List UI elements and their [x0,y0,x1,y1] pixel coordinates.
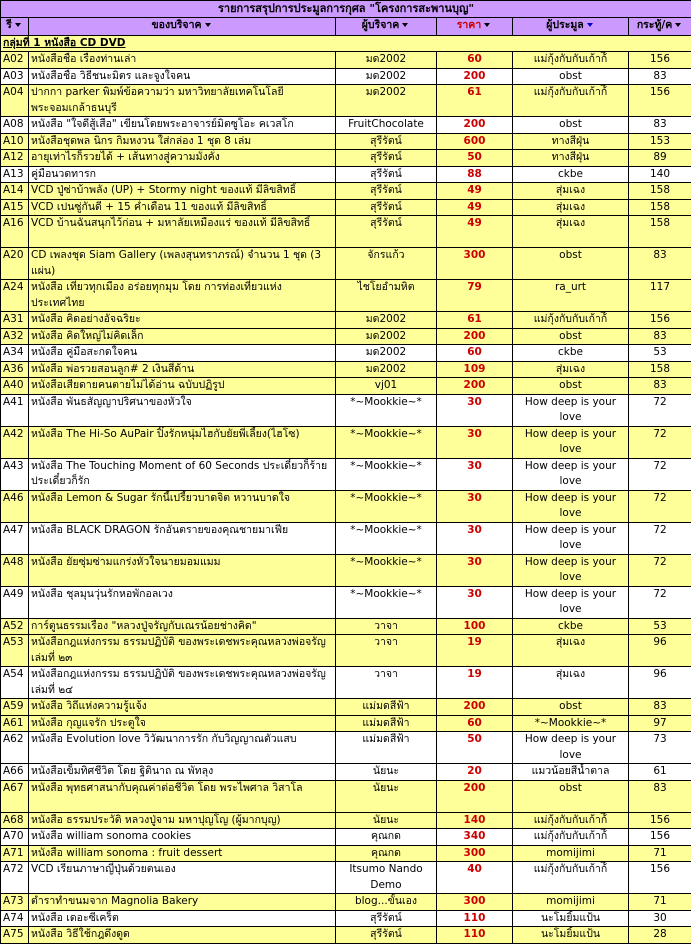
cell-id[interactable]: A74 [1,910,29,927]
cell-votes[interactable]: 83 [629,780,691,812]
cell-item[interactable]: คู่มือนวดทารก [29,166,336,183]
cell-id[interactable]: A73 [1,894,29,911]
cell-donor[interactable]: นัยนะ [336,812,437,829]
cell-item[interactable]: VCD เปนซู่กันดี + 15 ค่ำเดือน 11 ของแท้ มีลิขสิทธิ์ [29,199,336,216]
cell-price[interactable]: 79 [437,280,513,312]
col-header-votes-label: กระทู้/ค [637,19,672,31]
cell-price[interactable]: 49 [437,199,513,216]
cell-votes[interactable]: 71 [629,894,691,911]
header-row [1,17,691,35]
table-row[interactable] [1,699,691,716]
cell-donor[interactable]: FruitChocolate [336,117,437,134]
title-row [1,1,691,18]
cell-id[interactable]: A40 [1,378,29,395]
cell-id[interactable]: A72 [1,862,29,894]
cell-price[interactable]: 110 [437,910,513,927]
cell-price[interactable]: 200 [437,378,513,395]
table-row[interactable] [1,927,691,944]
cell-id[interactable]: A75 [1,927,29,944]
cell-donor[interactable]: *~Mookkie~* [336,522,437,554]
cell-item[interactable]: หนังสือ "ใจดีสู้เสือ" เขียนโดยพระอาจารย์มิตซูโอะ คเวสโก [29,117,336,134]
cell-price[interactable]: 50 [437,150,513,167]
cell-id[interactable]: A12 [1,150,29,167]
cell-donor[interactable]: คุณกด [336,845,437,862]
table-row[interactable] [1,150,691,167]
cell-item[interactable]: อายุเท่าไรก็รวยได้ + เส้นทางสู่ความมั่งคั่ง [29,150,336,167]
cell-donor[interactable]: มด2002 [336,312,437,329]
cell-votes[interactable]: 72 [629,458,691,490]
cell-id[interactable]: A68 [1,812,29,829]
cell-donor[interactable]: สุรีรัตน์ [336,910,437,927]
cell-bidder[interactable]: momijimi [513,845,629,862]
table-row[interactable] [1,635,691,667]
cell-item[interactable]: หนังสือ ชุลมุนวุ่นรักหอพักอลเวง [29,586,336,618]
table-row[interactable] [1,345,691,362]
cell-votes[interactable]: 158 [629,216,691,248]
cell-votes[interactable]: 156 [629,862,691,894]
cell-price[interactable]: 30 [437,426,513,458]
table-row[interactable] [1,216,691,248]
table-row[interactable] [1,586,691,618]
cell-id[interactable]: A13 [1,166,29,183]
table-row[interactable] [1,829,691,846]
cell-bidder[interactable]: How deep is your love [513,458,629,490]
table-row[interactable] [1,554,691,586]
cell-price[interactable]: 200 [437,117,513,134]
table-row[interactable] [1,845,691,862]
col-header-donor[interactable] [336,17,437,35]
cell-donor[interactable]: มด2002 [336,85,437,117]
cell-votes[interactable]: 158 [629,199,691,216]
cell-votes[interactable]: 117 [629,280,691,312]
cell-bidder[interactable]: How deep is your love [513,732,629,764]
cell-id[interactable]: A46 [1,490,29,522]
cell-id[interactable]: A24 [1,280,29,312]
cell-price[interactable]: 140 [437,812,513,829]
cell-votes[interactable]: 158 [629,183,691,200]
cell-votes[interactable]: 72 [629,394,691,426]
col-header-price-label: ราคา [457,19,481,31]
cell-id[interactable]: A43 [1,458,29,490]
table-row[interactable] [1,361,691,378]
table-row[interactable] [1,68,691,85]
cell-price[interactable]: 30 [437,490,513,522]
cell-price[interactable]: 340 [437,829,513,846]
cell-item[interactable]: หนังสือเข็มทิศชีวิต โดย ฐิตินาถ ณ พัทลุง [29,764,336,781]
cell-id[interactable]: A34 [1,345,29,362]
table-row[interactable] [1,862,691,894]
cell-bidder[interactable]: How deep is your love [513,426,629,458]
cell-price[interactable]: 600 [437,133,513,150]
cell-bidder[interactable]: สุ่มเฉง [513,199,629,216]
cell-price[interactable]: 200 [437,68,513,85]
cell-votes[interactable]: 83 [629,328,691,345]
cell-item[interactable]: VCD บ้านฉันสนุกไว้ก่อน + มหาลัยเหมืองแร่ ของแท้ มีลิขสิทธิ์ [29,216,336,248]
col-header-bidder-label: ผู้ประมูล [546,19,583,31]
cell-id[interactable]: A14 [1,183,29,200]
cell-votes[interactable]: 156 [629,812,691,829]
cell-price[interactable]: 61 [437,312,513,329]
cell-donor[interactable]: นัยนะ [336,764,437,781]
cell-id[interactable]: A42 [1,426,29,458]
cell-price[interactable]: 100 [437,618,513,635]
cell-bidder[interactable]: *~Mookkie~* [513,715,629,732]
cell-donor[interactable]: vj01 [336,378,437,395]
cell-price[interactable]: 30 [437,394,513,426]
cell-item[interactable]: หนังสือเสียดายคนตายไม่ได้อ่าน ฉบับปฏิรูป [29,378,336,395]
table-row[interactable] [1,52,691,69]
cell-donor[interactable]: จักรแก้ว [336,248,437,280]
cell-price[interactable]: 200 [437,699,513,716]
cell-bidder[interactable]: How deep is your love [513,554,629,586]
cell-bidder[interactable]: แม่กุ้งกับกับเก้าก้ี [513,862,629,894]
cell-donor[interactable]: Itsumo Nando Demo [336,862,437,894]
cell-votes[interactable]: 156 [629,829,691,846]
cell-price[interactable]: 200 [437,328,513,345]
cell-donor[interactable]: มด2002 [336,52,437,69]
table-row[interactable] [1,522,691,554]
cell-donor[interactable]: *~Mookkie~* [336,394,437,426]
col-header-id[interactable] [1,17,29,35]
table-row[interactable] [1,780,691,812]
cell-votes[interactable]: 83 [629,378,691,395]
cell-votes[interactable]: 97 [629,715,691,732]
cell-price[interactable]: 49 [437,216,513,248]
table-row[interactable] [1,458,691,490]
cell-item[interactable]: VCD ปู่ซ่าบ้าพลัง (UP) + Stormy night ของแท้ มีลิขสิทธิ์ [29,183,336,200]
table-row[interactable] [1,328,691,345]
cell-donor[interactable]: สุรีรัตน์ [336,216,437,248]
table-row[interactable] [1,715,691,732]
cell-votes[interactable]: 72 [629,522,691,554]
col-header-donor-label: ผู้บริจาค [362,19,400,31]
cell-bidder[interactable]: ra_urt [513,280,629,312]
cell-bidder[interactable]: obst [513,378,629,395]
table-row[interactable] [1,618,691,635]
cell-bidder[interactable]: สุ่มเฉง [513,216,629,248]
cell-price[interactable]: 300 [437,894,513,911]
sheet-title: รายการสรุปการประมูลการกุศล "โครงการสะพานบุญ" [1,1,691,18]
cell-donor[interactable]: นัยนะ [336,780,437,812]
cell-bidder[interactable]: ทางสีฝุ่น [513,133,629,150]
cell-id[interactable]: A52 [1,618,29,635]
cell-price[interactable]: 50 [437,732,513,764]
cell-id[interactable]: A02 [1,52,29,69]
col-header-votes[interactable] [629,17,691,35]
cell-bidder[interactable]: แม่กุ้งกับกับเก้าก้ี [513,52,629,69]
cell-donor[interactable]: วาจา [336,667,437,699]
cell-votes[interactable]: 53 [629,618,691,635]
cell-id[interactable]: A32 [1,328,29,345]
cell-item[interactable]: หนังสือ The Touching Moment of 60 Seconds ประเดี๋ยวก็ร้าย ประเดี๋ยวก็รัก [29,458,336,490]
cell-item[interactable]: หนังสือ พ่อรวยสอนลูก# 2 เงินสี่ด้าน [29,361,336,378]
cell-item[interactable]: หนังสือ วิถีแห่งความรู้แจ้ง [29,699,336,716]
table-row[interactable] [1,312,691,329]
filter-dropdown-active-icon[interactable] [586,20,595,29]
cell-id[interactable]: A31 [1,312,29,329]
cell-id[interactable]: A62 [1,732,29,764]
cell-id[interactable]: A59 [1,699,29,716]
table-row[interactable] [1,894,691,911]
cell-item[interactable]: หนังสือ พันธสัญญาปริศนาของหัวใจ [29,394,336,426]
cell-bidder[interactable]: สุ่มเฉง [513,361,629,378]
cell-item[interactable]: ปากกา parker พิมพ์ข้อความว่า มหาวิทยาลัยเทคโนโลยีพระจอมเกล้าธนบุรี [29,85,336,117]
cell-item[interactable]: VCD เรียนภาษาญี่ปุ่นด้วยตนเอง [29,862,336,894]
cell-votes[interactable]: 30 [629,910,691,927]
cell-votes[interactable]: 96 [629,635,691,667]
cell-votes[interactable]: 72 [629,426,691,458]
table-row[interactable] [1,667,691,699]
cell-donor[interactable]: สุรีรัตน์ [336,133,437,150]
cell-item[interactable]: หนังสือ คู่มือสะกดใจคน [29,345,336,362]
table-row[interactable] [1,117,691,134]
cell-item[interactable]: หนังสือ william sonoma : fruit dessert [29,845,336,862]
cell-votes[interactable]: 72 [629,490,691,522]
cell-bidder[interactable]: นะโมยิ้มแป้น [513,927,629,944]
cell-bidder[interactable]: obst [513,328,629,345]
cell-donor[interactable]: *~Mookkie~* [336,554,437,586]
cell-item[interactable]: หนังสือ เที่ยวทุกเมือง อร่อยทุกมุม โดย การท่องเที่ยวแห่งประเทศไทย [29,280,336,312]
cell-price[interactable]: 61 [437,85,513,117]
cell-donor[interactable]: *~Mookkie~* [336,490,437,522]
cell-bidder[interactable]: สุ่มเฉง [513,635,629,667]
cell-votes[interactable]: 140 [629,166,691,183]
cell-bidder[interactable]: นะโมยิ้มแป้น [513,910,629,927]
cell-votes[interactable]: 96 [629,667,691,699]
cell-item[interactable]: ตำราทำขนมจาก Magnolia Bakery [29,894,336,911]
cell-bidder[interactable]: ckbe [513,345,629,362]
cell-donor[interactable]: ไชโยอำมหิต [336,280,437,312]
table-row[interactable] [1,166,691,183]
cell-id[interactable]: A08 [1,117,29,134]
table-row[interactable] [1,199,691,216]
cell-votes[interactable]: 61 [629,764,691,781]
table-row[interactable] [1,133,691,150]
cell-item[interactable]: หนังสือ ยัยซุ่มซ่ามแกร่งหัวใจนายมอมแมม [29,554,336,586]
cell-donor[interactable]: มด2002 [336,328,437,345]
cell-votes[interactable]: 158 [629,361,691,378]
cell-votes[interactable]: 156 [629,52,691,69]
col-header-bidder[interactable] [513,17,629,35]
table-row[interactable] [1,732,691,764]
cell-donor[interactable]: สุรีรัตน์ [336,166,437,183]
cell-item[interactable]: หนังสือ ธรรมประวัติ หลวงปู่จาม มหาปุญโญ (ผู้มากบุญ) [29,812,336,829]
cell-donor[interactable]: คุณกด [336,829,437,846]
cell-item[interactable]: หนังสือ เดอะซีเคร็ต [29,910,336,927]
cell-bidder[interactable]: สุ่มเฉง [513,667,629,699]
cell-id[interactable]: A53 [1,635,29,667]
cell-price[interactable]: 30 [437,522,513,554]
table-row[interactable] [1,394,691,426]
cell-item[interactable]: หนังสือ กุญแจรัก ประตูใจ [29,715,336,732]
cell-bidder[interactable]: ทางสีฝุ่น [513,150,629,167]
cell-item[interactable]: การ์ตูนธรรมเรื่อง "หลวงปู่จรัญกับเณรน้อยช่างคิด" [29,618,336,635]
cell-id[interactable]: A15 [1,199,29,216]
cell-item[interactable]: หนังสือ คิดอย่างอัจฉริยะ [29,312,336,329]
table-row[interactable] [1,85,691,117]
table-row[interactable] [1,812,691,829]
cell-price[interactable]: 110 [437,927,513,944]
cell-bidder[interactable]: ckbe [513,618,629,635]
filter-dropdown-icon[interactable] [401,20,410,29]
cell-id[interactable]: A61 [1,715,29,732]
cell-id[interactable]: A67 [1,780,29,812]
cell-item[interactable]: CD เพลงชุด Siam Gallery (เพลงสุนทราภรณ์) จำนวน 1 ชุด (3 แผ่น) [29,248,336,280]
cell-bidder[interactable]: แม่กุ้งกับกับเก้าก้ี [513,312,629,329]
table-row[interactable] [1,764,691,781]
cell-votes[interactable]: 83 [629,117,691,134]
cell-bidder[interactable]: obst [513,248,629,280]
table-row[interactable] [1,280,691,312]
cell-price[interactable]: 30 [437,458,513,490]
cell-item[interactable]: หนังสือ BLACK DRAGON รักอันตรายของคุณชายมาเฟีย [29,522,336,554]
cell-bidder[interactable]: obst [513,699,629,716]
cell-votes[interactable]: 53 [629,345,691,362]
group-label: กลุ่มที่ 1 หนังสือ CD DVD [1,35,691,52]
cell-price[interactable]: 300 [437,248,513,280]
cell-votes[interactable]: 72 [629,554,691,586]
cell-price[interactable]: 19 [437,635,513,667]
cell-id[interactable]: A41 [1,394,29,426]
cell-id[interactable]: A66 [1,764,29,781]
cell-price[interactable]: 20 [437,764,513,781]
cell-donor[interactable]: สุรีรัตน์ [336,183,437,200]
cell-price[interactable]: 60 [437,52,513,69]
cell-bidder[interactable]: สุ่มเฉง [513,183,629,200]
cell-item[interactable]: หนังสือชุดพล นิกร กิมหงวน ใส่กล่อง 1 ชุด 8 เล่ม [29,133,336,150]
table-row[interactable] [1,248,691,280]
cell-donor[interactable]: *~Mookkie~* [336,586,437,618]
cell-price[interactable]: 49 [437,183,513,200]
cell-donor[interactable]: มด2002 [336,68,437,85]
cell-votes[interactable]: 83 [629,248,691,280]
cell-item[interactable]: หนังสือ คิดใหญ่ไม่คิดเล็ก [29,328,336,345]
cell-donor[interactable]: แม่มดสีฟ้า [336,732,437,764]
col-header-item-label: ของบริจาค [152,19,202,31]
cell-price[interactable]: 30 [437,586,513,618]
cell-id[interactable]: A71 [1,845,29,862]
cell-price[interactable]: 40 [437,862,513,894]
cell-votes[interactable]: 156 [629,85,691,117]
cell-donor[interactable]: มด2002 [336,345,437,362]
cell-item[interactable]: หนังสือ william sonoma cookies [29,829,336,846]
cell-donor[interactable]: มด2002 [336,361,437,378]
cell-donor[interactable]: *~Mookkie~* [336,458,437,490]
cell-item[interactable]: หนังสือ วิธีใช้กฎดึงดูด [29,927,336,944]
cell-donor[interactable]: วาจา [336,618,437,635]
cell-votes[interactable]: 83 [629,699,691,716]
cell-bidder[interactable]: How deep is your love [513,490,629,522]
cell-bidder[interactable]: How deep is your love [513,586,629,618]
cell-bidder[interactable]: obst [513,68,629,85]
cell-price[interactable]: 88 [437,166,513,183]
table-row[interactable] [1,378,691,395]
table-row[interactable] [1,490,691,522]
cell-price[interactable]: 19 [437,667,513,699]
cell-id[interactable]: A47 [1,522,29,554]
col-header-price[interactable] [437,17,513,35]
col-header-item[interactable] [29,17,336,35]
filter-dropdown-icon[interactable] [204,20,213,29]
cell-votes[interactable]: 89 [629,150,691,167]
cell-bidder[interactable]: แมวน้อยสีน้ำตาล [513,764,629,781]
cell-votes[interactable]: 73 [629,732,691,764]
cell-votes[interactable]: 71 [629,845,691,862]
cell-id[interactable]: A10 [1,133,29,150]
filter-dropdown-icon[interactable] [674,20,683,29]
cell-donor[interactable]: สุรีรัตน์ [336,199,437,216]
cell-bidder[interactable]: momijimi [513,894,629,911]
cell-donor[interactable]: blog...ขั้นเอง [336,894,437,911]
cell-id[interactable]: A49 [1,586,29,618]
cell-bidder[interactable]: How deep is your love [513,522,629,554]
cell-donor[interactable]: แม่มดสีฟ้า [336,699,437,716]
table-row[interactable] [1,910,691,927]
cell-item[interactable]: หนังสือ พุทธศาสนากับคุณค่าต่อชีวิต โดย พระไพศาล วิสาโล [29,780,336,812]
cell-id[interactable]: A36 [1,361,29,378]
cell-item[interactable]: หนังสือชื่อ วิธีชนะมิตร และจูงใจคน [29,68,336,85]
cell-price[interactable]: 109 [437,361,513,378]
cell-id[interactable]: A03 [1,68,29,85]
cell-bidder[interactable]: แม่กุ้งกับกับเก้าก้ี [513,85,629,117]
cell-price[interactable]: 60 [437,345,513,362]
cell-votes[interactable]: 156 [629,312,691,329]
cell-id[interactable]: A04 [1,85,29,117]
cell-item[interactable]: หนังสือ The Hi-So AuPair ปิ๊งรักหนุ่มไฮกับยัยพี่เลี้ยง(ไฮโซ) [29,426,336,458]
cell-donor[interactable]: วาจา [336,635,437,667]
group-row [1,35,691,52]
cell-votes[interactable]: 72 [629,586,691,618]
cell-bidder[interactable]: obst [513,117,629,134]
filter-dropdown-icon[interactable] [14,20,23,29]
cell-id[interactable]: A54 [1,667,29,699]
cell-bidder[interactable]: obst [513,780,629,812]
cell-id[interactable]: A20 [1,248,29,280]
col-header-id-label: รี [6,19,12,31]
cell-donor[interactable]: แม่มดสีฟ้า [336,715,437,732]
cell-price[interactable]: 60 [437,715,513,732]
cell-votes[interactable]: 83 [629,68,691,85]
cell-bidder[interactable]: How deep is your love [513,394,629,426]
cell-bidder[interactable]: แม่กุ้งกับกับเก้าก้ี [513,812,629,829]
cell-id[interactable]: A70 [1,829,29,846]
cell-price[interactable]: 30 [437,554,513,586]
cell-price[interactable]: 200 [437,780,513,812]
cell-donor[interactable]: *~Mookkie~* [336,426,437,458]
cell-item[interactable]: หนังสือชื่อ เรื่องท่านเล่า [29,52,336,69]
cell-id[interactable]: A16 [1,216,29,248]
cell-donor[interactable]: สุรีรัตน์ [336,150,437,167]
table-row[interactable] [1,426,691,458]
cell-item[interactable]: หนังสือกฎแห่งกรรม ธรรมปฏิบัติ ของพระเดชพระคุณหลวงพ่อจรัญ เล่มที่ ๒๓ [29,635,336,667]
cell-votes[interactable]: 28 [629,927,691,944]
cell-item[interactable]: หนังสือกฎแห่งกรรม ธรรมปฏิบัติ ของพระเดชพระคุณหลวงพ่อจรัญ เล่มที่ ๒๔ [29,667,336,699]
cell-id[interactable]: A48 [1,554,29,586]
cell-item[interactable]: หนังสือ Evolution love วิวัฒนาการรัก กับวิญญาณตัวแสบ [29,732,336,764]
table-row[interactable] [1,183,691,200]
filter-dropdown-icon[interactable] [483,20,492,29]
cell-bidder[interactable]: ckbe [513,166,629,183]
cell-item[interactable]: หนังสือ Lemon & Sugar รักนี้เปรี้ยวบาดจิต หวานบาดใจ [29,490,336,522]
cell-votes[interactable]: 153 [629,133,691,150]
cell-bidder[interactable]: แม่กุ้งกับกับเก้าก้ี [513,829,629,846]
cell-price[interactable]: 300 [437,845,513,862]
cell-donor[interactable]: สุรีรัตน์ [336,927,437,944]
